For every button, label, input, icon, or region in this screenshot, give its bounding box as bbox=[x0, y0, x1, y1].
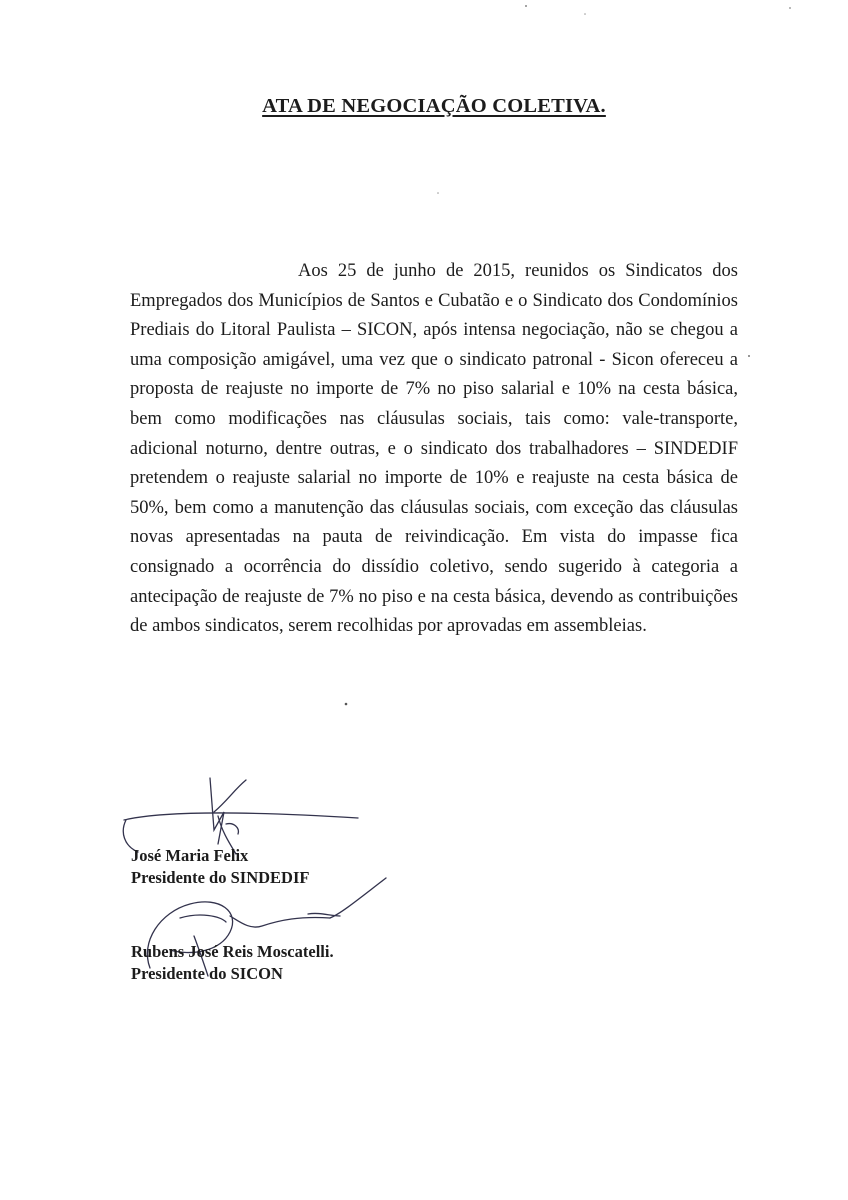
signatory-name: Rubens José Reis Moscatelli. bbox=[131, 942, 334, 961]
signature-block-sicon bbox=[131, 941, 334, 985]
signatory-role: Presidente do SINDEDIF bbox=[131, 868, 310, 887]
body-text: Aos 25 de junho de 2015, reunidos os Sindicatos dos Empregados dos Municípios de Santos e Cubatão e o Sindicato dos Condomínios Prediais do Litoral Paulista – SICON, após intensa negociação, não se chegou a uma composição amigável, uma vez que o sindicato patronal - Sicon ofereceu a proposta de reajuste no importe de 7% no piso salarial e 10% na cesta básica, bem como modificações nas cláusulas sociais, tais como: vale-transporte, adicional noturno, dentre outras, e o sindicato dos trabalhadores – SINDEDIF pretendem o reajuste salarial no importe de 10% e reajuste na cesta básica de 50%, bem como a manutenção das cláusulas sociais, com exceção das cláusulas novas apresentadas na pauta de reivindicação. Em vista do impasse fica consignado a ocorrência do dissídio coletivo, sendo sugerido à categoria a antecipação de reajuste de 7% no piso e na cesta básica, devendo as contribuições de ambos sindicatos, serem recolhidas por aprovadas em assembleias. bbox=[130, 261, 738, 637]
signature-block-sindedif bbox=[131, 845, 309, 889]
document-title: ATA DE NEGOCIAÇÃO COLETIVA. bbox=[262, 95, 606, 117]
signatory-name: José Maria Felix bbox=[131, 846, 249, 865]
signatory-role: Presidente do SICON bbox=[131, 964, 283, 983]
document-body bbox=[130, 257, 738, 642]
